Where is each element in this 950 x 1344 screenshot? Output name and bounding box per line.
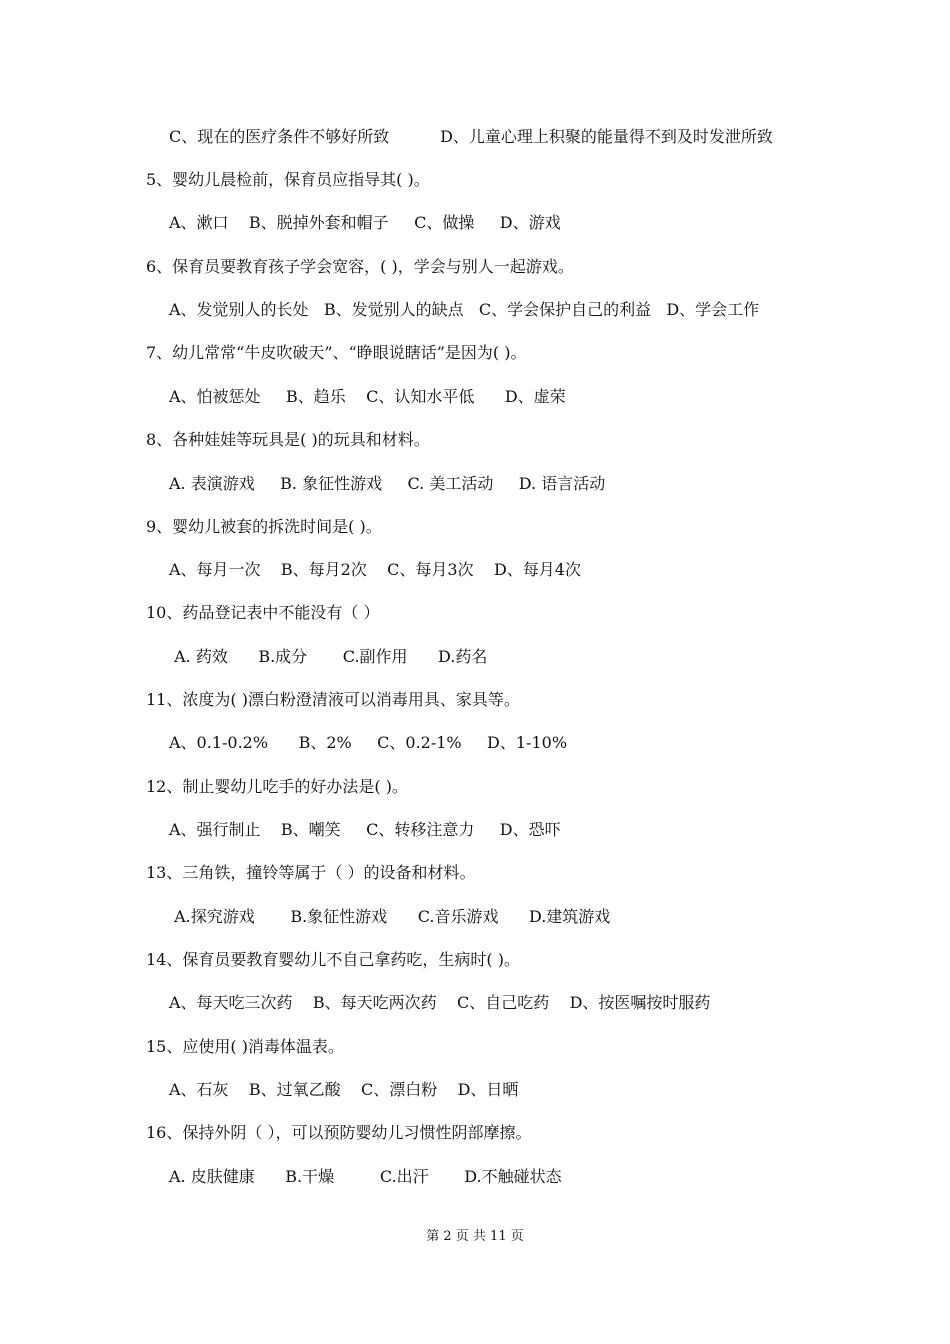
options-q11: A、0.1-0.2% B、2% C、0.2-1% D、1-10% xyxy=(169,733,568,752)
question-16: 16、保持外阴（ ），可以预防婴幼儿习惯性阴部摩擦。 xyxy=(146,1123,532,1142)
question-10: 10、药品登记表中不能没有（ ） xyxy=(146,603,380,622)
options-q12: A、强行制止 B、嘲笑 C、转移注意力 D、恐吓 xyxy=(169,820,561,839)
question-6: 6、保育员要教育孩子学会宽容，( )，学会与别人一起游戏。 xyxy=(146,257,574,276)
options-q10: A. 药效 B.成分 C.副作用 D.药名 xyxy=(169,647,488,666)
options-q16: A. 皮肤健康 B.干燥 C.出汗 D.不触碰状态 xyxy=(169,1167,562,1186)
question-7: 7、幼儿常常“牛皮吹破天”、“睁眼说瞎话”是因为( )。 xyxy=(146,343,527,362)
options-q6: A、发觉别人的长处 B、发觉别人的缺点 C、学会保护自己的利益 D、学会工作 xyxy=(169,300,760,319)
options-q13: A.探究游戏 B.象征性游戏 C.音乐游戏 D.建筑游戏 xyxy=(169,907,611,926)
question-5: 5、婴幼儿晨检前，保育员应指导其( )。 xyxy=(146,170,430,189)
options-q15: A、石灰 B、过氧乙酸 C、漂白粉 D、日晒 xyxy=(169,1080,519,1099)
question-9: 9、婴幼儿被套的拆洗时间是( )。 xyxy=(146,517,382,536)
options-q5: A、漱口 B、脱掉外套和帽子 C、做操 D、游戏 xyxy=(169,213,561,232)
options-q9: A、每月一次 B、每月2次 C、每月3次 D、每月4次 xyxy=(169,560,581,579)
options-q7: A、怕被惩处 B、趋乐 C、认知水平低 D、虚荣 xyxy=(169,387,566,406)
options-q14: A、每天吃三次药 B、每天吃两次药 C、自己吃药 D、按医嘱按时服药 xyxy=(169,993,711,1012)
question-15: 15、应使用( )消毒体温表。 xyxy=(146,1037,344,1056)
question-11: 11、浓度为( )漂白粉澄清液可以消毒用具、家具等。 xyxy=(146,690,520,709)
question-12: 12、制止婴幼儿吃手的好办法是( )。 xyxy=(146,777,408,796)
option-line-q4: C、现在的医疗条件不够好所致 D、儿童心理上积聚的能量得不到及时发泄所致 xyxy=(169,127,773,146)
page-footer: 第 2 页 共 11 页 xyxy=(426,1229,524,1244)
options-q8: A. 表演游戏 B. 象征性游戏 C. 美工活动 D. 语言活动 xyxy=(169,474,606,493)
question-14: 14、保育员要教育婴幼儿不自己拿药吃，生病时( )。 xyxy=(146,950,520,969)
question-13: 13、三角铁，撞铃等属于（ ）的设备和材料。 xyxy=(146,863,476,882)
question-8: 8、各种娃娃等玩具是( )的玩具和材料。 xyxy=(146,430,430,449)
